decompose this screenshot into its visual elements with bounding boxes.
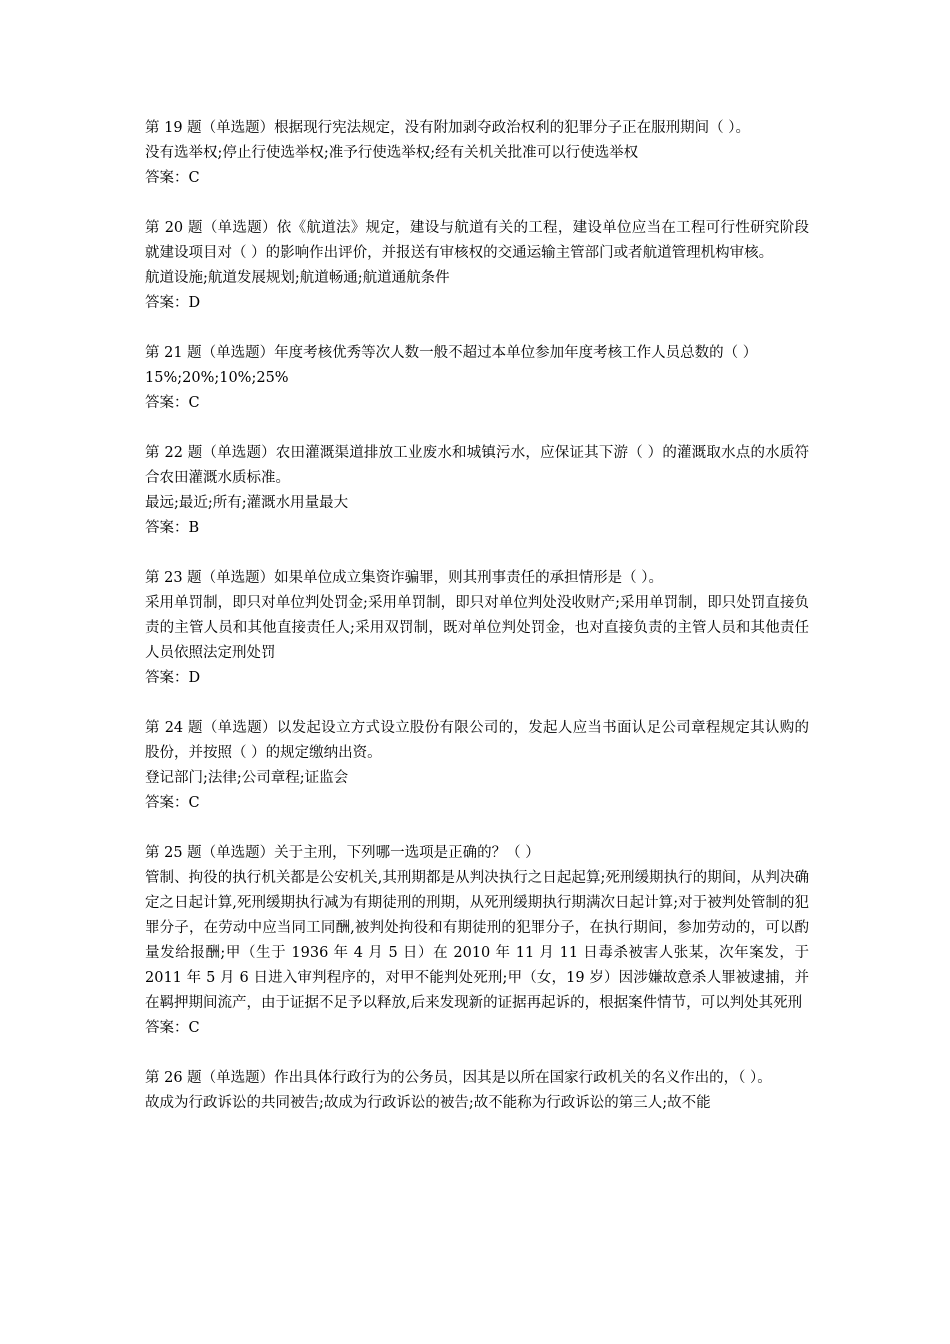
question-stem: 第 20 题（单选题）依《航道法》规定，建设与航道有关的工程，建设单位应当在工程可行性研究阶段就建设项目对（ ）的影响作出评价，并报送有审核权的交通运输主管部门或者航道管理机构审核。 [145,220,809,261]
question-answer: 答案：C [145,1020,200,1036]
question-stem: 第 22 题（单选题）农田灌溉渠道排放工业废水和城镇污水，应保证其下游（ ）的灌溉取水点的水质符合农田灌溉水质标准。 [145,445,809,486]
question-21 [145,341,809,416]
question-24 [145,716,809,816]
question-23 [145,566,809,691]
question-options: 15%;20%;10%;25% [145,370,289,386]
question-stem: 第 21 题（单选题）年度考核优秀等次人数一般不超过本单位参加年度考核工作人员总数的（ ） [145,345,758,361]
question-options: 最远;最近;所有;灌溉水用量最大 [145,495,349,511]
question-stem: 第 23 题（单选题）如果单位成立集资诈骗罪，则其刑事责任的承担情形是（ ）。 [145,570,664,586]
question-options: 采用单罚制，即只对单位判处罚金;采用单罚制，即只对单位判处没收财产;采用单罚制，即只处罚直接负责的主管人员和其他直接责任人;采用双罚制，既对单位判处罚金，也对直接负责的主管人员和其他责任人员依照法定刑处罚 [145,595,809,661]
question-20 [145,216,809,316]
document-page [145,116,809,1141]
question-26 [145,1066,809,1116]
question-stem: 第 25 题（单选题）关于主刑，下列哪一选项是正确的？（ ） [145,845,540,861]
question-options: 登记部门;法律;公司章程;证监会 [145,770,349,786]
question-22 [145,441,809,541]
question-answer: 答案：C [145,395,200,411]
question-answer: 答案：C [145,795,200,811]
question-options: 管制、拘役的执行机关都是公安机关,其刑期都是从判决执行之日起起算;死刑缓期执行的期间，从判决确定之日起计算,死刑缓期执行减为有期徒刑的刑期，从死刑缓期执行期满次日起计算;对于被判处管制的犯罪分子，在劳动中应当同工同酬,被判处拘役和有期徒刑的犯罪分子，在执行期间，参加劳动的，可以酌量发给报酬;甲（生于 1936 年 4 月 5 日）在 2010 年 11 月 11 日毒杀被害人张某，次年案发，于 2011 年 5 月 6 日进入审判程序的，对甲不能判处死刑;甲（女，19 岁）因涉嫌故意杀人罪被逮捕，并在羁押期间流产，由于证据不足予以释放,后来发现新的证据再起诉的，根据案件情节，可以判处其死刑 [145,870,809,1011]
question-answer: 答案：C [145,170,200,186]
question-stem: 第 24 题（单选题）以发起设立方式设立股份有限公司的，发起人应当书面认足公司章程规定其认购的股份，并按照（ ）的规定缴纳出资。 [145,720,809,761]
question-answer: 答案：D [145,670,201,686]
question-answer: 答案：B [145,520,200,536]
question-25 [145,841,809,1041]
question-answer: 答案：D [145,295,201,311]
question-options: 故成为行政诉讼的共同被告;故成为行政诉讼的被告;故不能称为行政诉讼的第三人;故不能 [145,1095,711,1111]
question-stem: 第 26 题（单选题）作出具体行政行为的公务员，因其是以所在国家行政机关的名义作出的，（ ）。 [145,1070,772,1086]
question-19 [145,116,809,191]
question-options: 没有选举权;停止行使选举权;准予行使选举权;经有关机关批准可以行使选举权 [145,145,639,161]
question-stem: 第 19 题（单选题）根据现行宪法规定，没有附加剥夺政治权利的犯罪分子正在服刑期间（ ）。 [145,120,751,136]
question-options: 航道设施;航道发展规划;航道畅通;航道通航条件 [145,270,450,286]
